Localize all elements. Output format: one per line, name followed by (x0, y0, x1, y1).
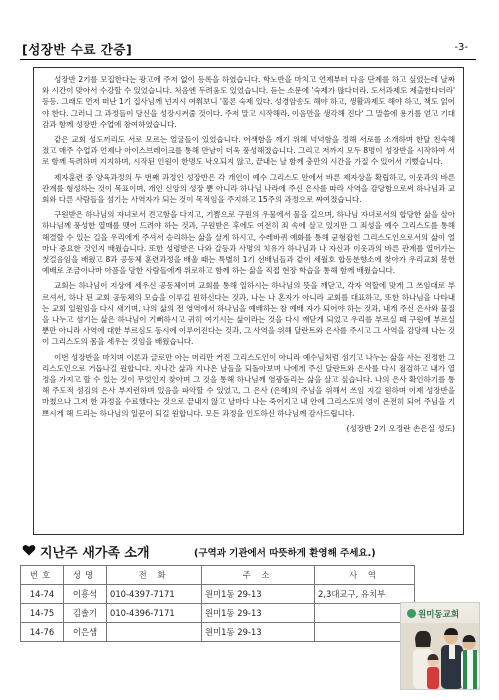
column-header-address: 주 소 (202, 566, 315, 585)
essay-paragraph-1: 성장반 2기를 모집한다는 광고에 주저 없이 등록을 하였습니다. 학노반을 마치고 언제부터 다음 단계를 하고 싶었는데 날짜와 시간이 맞아서 수강할 수 있었습니다. 처음엔 두려움도 있었습니다. 듣는 소문에 '숙제가 많다더라. 도서과제도 제출한다더라' 등등. 그래도 먼저 떠난 1기 집사님께 넌지시 여쭤보니 '물론 숙제 있다. 성경암송도 해야 하고, 생활과제도 해야 하고, 책도 읽어야 한다. 그러니 그 과정들이 당신을 성장시켜줄 것이다. 주저 말고 시작해라. 이음만을 생각해 진다' 그 말씀에 용기를 얻고 기대감과 함께 성장반 수업에 참여하였습니다. (42, 75, 455, 129)
family-photo (400, 602, 480, 690)
essay-paragraph-4: 구원받은 하나님의 자녀로서 견고함을 다지고, 기쁨으로 구원의 우물에서 물을 길으며, 하나님 자녀로서의 합당한 삶을 살아 하나님께 풍성한 열매를 맺어 드려야 하는 것과, 구원받은 후에도 여전히 죄 속에 살고 있지만 그 죄성을 예수 그리스도를 통해 해결할 수 있는 길을 우리에게 주셔서 승리하는 삶을 살게 하시고, 수레바퀴 예화를 통해 균형잡힌 그리스도인으로서의 삶이 얼마나 중요한 것인지 배웠습니다. 또한 성령받은 나와 갈등과 사명의 치유가 하나님과 나 자신과 이웃과의 바른 관계를 열어가는 첫걸음임을 배웠고 8과 공동체 훈련과정을 배울 때는 특별히 1기 선배님들과 같이 세월호 합동분향소에 찾아가 우리교회 봉헌예배로 조금이나마 아픔을 당한 사람들에게 위로하고 함께 하는 삶을 직접 현장 학습을 통해 함께 배웠습니다. (42, 210, 455, 276)
essay-signature: (성장반 2기 오정란 손은실 성도) (346, 423, 455, 433)
page-header (20, 38, 476, 60)
cell-address: 원미1동 29-13 (202, 623, 315, 642)
column-header-number: 번호 (21, 566, 64, 585)
page-title: [성장반 수료 간증] (22, 42, 133, 57)
section-subtitle: (구역과 기관에서 따뜻하게 환영해 주세요.) (194, 548, 376, 559)
page-number: -3- (454, 42, 468, 53)
header-divider (20, 59, 476, 60)
cell-name: 이은샘 (64, 623, 107, 642)
column-header-phone: 전 화 (107, 566, 202, 585)
cell-number: 14-76 (21, 623, 64, 642)
column-header-ministry: 사 역 (315, 566, 415, 585)
family-photo-illustration (401, 603, 479, 689)
table-row (21, 604, 415, 623)
new-family-table (20, 565, 415, 642)
heart-icon (22, 543, 36, 557)
testimony-box (33, 67, 464, 535)
cell-address: 원미1동 29-13 (202, 604, 315, 623)
cell-number: 14-74 (21, 585, 64, 604)
table-row (21, 585, 415, 604)
cell-name: 이흥석 (64, 585, 107, 604)
cell-address: 원미1동 29-13 (202, 585, 315, 604)
cell-ministry: 2,3대교구, 유치부 (315, 585, 415, 604)
cell-number: 14-75 (21, 604, 64, 623)
section-title: 지난주 새가족 소개 (40, 546, 150, 561)
cell-name: 김솔기 (64, 604, 107, 623)
column-header-name: 성명 (64, 566, 107, 585)
cell-phone (107, 623, 202, 642)
essay-paragraph-5: 교회는 하나님이 지상에 세우신 공동체이며 교회를 통해 일하시는 하나님의 뜻을 깨닫고, 각자 역할에 맞게 그 쓰임대로 부르셔서, 하나 된 교회 공동체의 모습을 이루길 원하신다는 것과, 나는 나 혼자가 아니라 교회를 대표하고, 또한 하나님을 나타내는 교회 일원임을 다시 새기며, 나의 삶의 전 영역에서 하나님을 예배하는 참 예배 자가 되어야 하는 것과, 내게 주신 은사와 물질을 나누고 섬기는 삶은 하나님이 기뻐하시고 귀히 여기시는 삶이라는 것을 다시 깨닫게 되었고 우리를 부르실 때 구원에 부르실 뿐만 아니라 사역에 대한 부르심도 동시에 이루어진다는 것과, 그 사역을 위해 달란트와 은사를 주시고 그 사역을 감당해 나는 것이 그리스도의 몸을 세우는 것임을 배웠습니다. (42, 281, 455, 347)
essay-paragraph-2: 같은 교회 성도끼리도 서로 모르는 얼굴들이 있었습니다. 어색함을 깨기 위해 넉넉함을 정해 서로를 소개하며 한달 친숙해 졌고 매주 수업과 언제나 아이스브레이크를 통해 만남이 더욱 풍성해졌습니다. 그리고 저까지 모두 8명이 성장반을 시작하여 서로 함께 독려하며 지지하며, 시작된 인원이 한명도 낙오되지 않고, 끝내는 날 함께 충만의 시간을 가질 수 있어서 기뻤습니다. (42, 135, 455, 167)
new-family-header (22, 540, 462, 562)
essay-paragraph-6: 이번 성장반을 마치며 이론과 글로만 아는 머리만 커진 그리스도인이 아니라 예수님처럼 섬기고 나누는 삶을 사는 진정한 그리스도인으로 거듭나길 원합니다. 지나간 삶과 지나온 날들을 되돌아보며 나에게 주신 달란트와 은사를 다시 점검하고 내가 열정을 가지고 할 수 있는 것이 무엇인지 찾아며 그 것을 통해 하나님께 영광돌리는 삶을 살고 싶습니다. 나의 은사 확인하기를 통해 주도적 섬김의 은사 부지런하며 있음을 파악할 수 있었고, 그 은사 (은혜)의 주님을 위해서 쓰임 지길 원하며 이제 성장반을 마쳤으나 그저 한 과정을 수료했다는 것으로 끝내지 않고 날마다 나는 죽어지고 내 안에 그리스도의 영이 온전히 되어 주님을 기쁘시게 해 드리는 하나님의 일꾼이 되길 원합니다. 모든 과정을 인도하신 하나님께 감사드립니다. (42, 352, 455, 418)
table-row (21, 623, 415, 642)
essay-paragraph-3: 제자훈련 중 양육과정의 두 번째 과정인 성장반은 각 개인이 예수 그리스도 안에서 바른 제자상을 확립하고, 이웃과의 바른 관계를 형성하는 것이 목표이며, 개인 신앙의 성장 뿐 아니라 하나님 나라에 주신 은사를 따라 사역을 감당함으로써 하나님과 교회와 다른 사람들을 섬기는 사역자가 되는 것이 목적임을 주지하고 15주의 과정으로 짜여졌습니다. (42, 172, 455, 205)
church-logo-text: 원미동교회 (418, 610, 460, 620)
table-header-row (21, 566, 415, 585)
cell-phone: 010-4396-7171 (107, 604, 202, 623)
cell-phone: 010-4397-7171 (107, 585, 202, 604)
